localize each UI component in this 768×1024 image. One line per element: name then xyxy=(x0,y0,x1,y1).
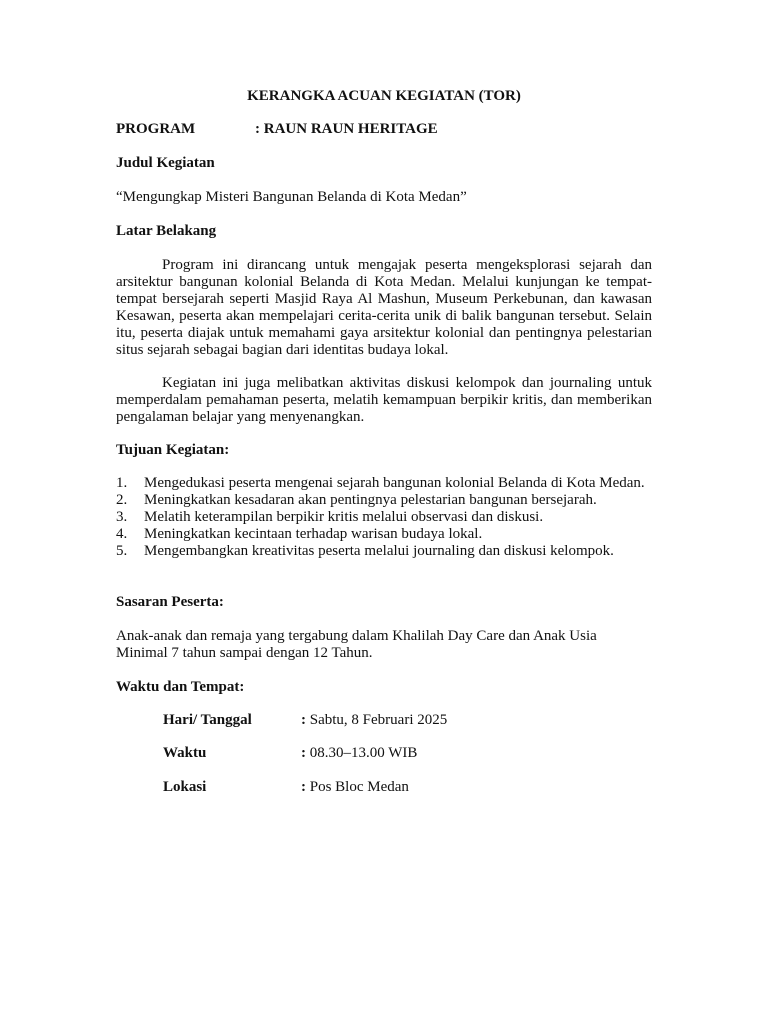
list-number: 4. xyxy=(116,526,128,542)
list-text: Melatih keterampilan berpikir kritis melalui observasi dan diskusi. xyxy=(144,509,544,525)
schedule-colon: : xyxy=(301,745,306,761)
schedule-label-location: Lokasi xyxy=(163,779,207,795)
latar-heading: Latar Belakang xyxy=(116,223,217,239)
list-text: Meningkatkan kecintaan terhadap warisan budaya lokal. xyxy=(144,526,483,542)
list-item xyxy=(116,475,652,492)
list-number: 3. xyxy=(116,509,128,525)
list-item xyxy=(116,509,652,526)
waktu-tempat-heading: Waktu dan Tempat: xyxy=(116,679,245,695)
schedule-value-text: Pos Bloc Medan xyxy=(306,779,409,795)
list-item xyxy=(116,543,652,560)
list-number: 5. xyxy=(116,543,128,559)
list-text: Mengembangkan kreativitas peserta melalui journaling dan diskusi kelompok. xyxy=(144,543,614,559)
program-value: : RAUN RAUN HERITAGE xyxy=(255,121,438,137)
list-text: Meningkatkan kesadaran akan pentingnya pelestarian bangunan bersejarah. xyxy=(144,492,597,508)
list-item xyxy=(116,492,652,509)
judul-text: “Mengungkap Misteri Bangunan Belanda di Kota Medan” xyxy=(116,189,467,205)
schedule-colon: : xyxy=(301,779,306,795)
list-number: 2. xyxy=(116,492,128,508)
latar-paragraph-2: Kegiatan ini juga melibatkan aktivitas diskusi kelompok dan journaling untuk memperdalam pemahaman peserta, melatih kemampuan berpikir kritis, dan memberikan pengalaman belajar yang menyenangkan. xyxy=(116,375,652,425)
schedule-value-text: Sabtu, 8 Februari 2025 xyxy=(306,712,448,728)
tujuan-heading: Tujuan Kegiatan: xyxy=(116,442,230,458)
latar-paragraph-1: Program ini dirancang untuk mengajak peserta mengeksplorasi sejarah dan arsitektur bangunan kolonial Belanda di Kota Medan. Melalui kunjungan ke tempat-tempat bersejarah seperti Masjid Raya Al Mashun, Museum Perkebunan, dan kawasan Kesawan, peserta akan mempelajari cerita-cerita unik di balik bangunan tersebut. Selain itu, peserta diajak untuk memahami gaya arsitektur kolonial dan pentingnya pelestarian situs sejarah sebagai bagian dari identitas budaya lokal. xyxy=(116,257,652,358)
schedule-value-date xyxy=(301,712,447,729)
schedule-label-time: Waktu xyxy=(163,745,207,761)
schedule-value-time xyxy=(301,745,417,762)
schedule-colon: : xyxy=(301,712,306,728)
list-item xyxy=(116,526,652,543)
judul-heading: Judul Kegiatan xyxy=(116,155,215,171)
schedule-label-date: Hari/ Tanggal xyxy=(163,712,252,728)
schedule-value-location xyxy=(301,779,409,796)
schedule-value-text: 08.30–13.00 WIB xyxy=(306,745,418,761)
sasaran-text: Anak-anak dan remaja yang tergabung dalam Khalilah Day Care dan Anak Usia Minimal 7 tahun sampai dengan 12 Tahun. xyxy=(116,628,597,661)
sasaran-heading: Sasaran Peserta: xyxy=(116,594,224,610)
tujuan-list xyxy=(116,475,652,560)
document-title: KERANGKA ACUAN KEGIATAN (TOR) xyxy=(247,88,521,104)
list-text: Mengedukasi peserta mengenai sejarah bangunan kolonial Belanda di Kota Medan. xyxy=(144,475,645,491)
program-label: PROGRAM xyxy=(116,121,196,137)
list-number: 1. xyxy=(116,475,128,491)
